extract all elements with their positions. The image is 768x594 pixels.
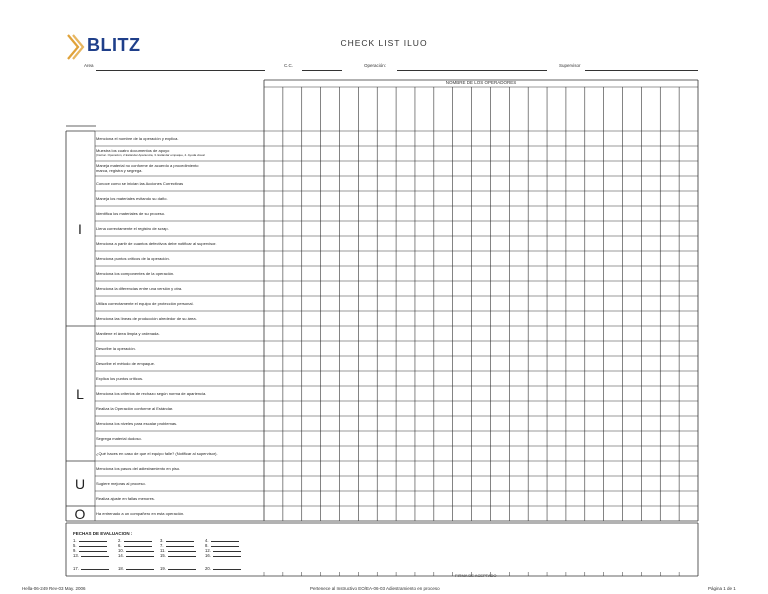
fechas-title: FECHAS DE EVALUACION : [73,531,133,536]
fecha-underline [81,556,109,557]
fecha-underline [168,551,196,552]
checklist-item-text: Menciona el nombre de la operación y explica. [96,135,179,141]
operators-header: NOMBRE DE LOS OPERADORES [445,80,517,85]
logo-text: BLITZ [87,35,141,55]
checklist-item-text: Ha entrenado a un compañero en esta operación. [96,510,185,516]
fecha-underline [126,556,154,557]
checklist-item [96,211,264,216]
checklist-item-text: Menciona los pasos del adiestramiento en piso. [96,465,181,471]
fecha-field[interactable] [205,553,241,558]
checklist-item-text: Conoce como se inician las Acciones Correctivas [96,180,184,186]
checklist-item [96,481,264,486]
checklist-item [96,241,264,246]
checklist-item-text: Menciona puntos críticos de la operación. [96,255,170,261]
fecha-underline [79,546,107,547]
fecha-number: 10. [118,548,124,553]
fecha-underline [79,541,107,542]
checklist-item-text: Menciona los criterios de rechazo según norma de apariencia. [96,390,207,396]
section-letter: I [78,220,82,237]
checklist-item-text: Realiza ajuste en fallas menores. [96,495,155,501]
checklist-item [96,406,264,411]
fecha-underline [166,546,194,547]
checklist-item-text: Describe el método de empaque. [96,360,155,366]
fecha-number: 18. [118,566,124,571]
checklist-item [96,286,264,291]
fecha-underline [213,551,241,552]
fecha-number: 2. [118,538,122,543]
fecha-underline [166,541,194,542]
fecha-underline [211,541,239,542]
fecha-number: 15. [160,553,166,558]
fecha-number: 4. [205,538,209,543]
fecha-field[interactable] [160,553,196,558]
area-label: Area [84,63,94,68]
fecha-number: 16. [205,553,211,558]
fecha-underline [79,551,107,552]
footer-left: Hella-06-249 Rev-03 May. 2006 [22,586,86,591]
footer-center: Pertenece al Instructivo EO/EA-06-03 Adiestramiento en proceso [310,586,440,591]
checklist-item-text: Mantiene el área limpia y ordenada. [96,330,160,336]
checklist-item-text: Explica los puntos críticos. [96,375,144,381]
checklist-item [96,346,264,351]
cc-label: C.C. [284,63,293,68]
fecha-underline [213,569,241,570]
checklist-item-text: Menciona los niveles para escalar problemas. [96,420,178,426]
fecha-field[interactable] [118,566,154,571]
checklist-item [96,163,264,173]
checklist-item [96,496,264,501]
fecha-number: 3. [160,538,164,543]
supervisor-label: Supervisor [559,63,581,68]
fecha-number: 9. [73,548,77,553]
checklist-item [96,256,264,261]
fecha-number: 20. [205,566,211,571]
checklist-item [96,136,264,141]
checklist-item [96,511,264,516]
section-letter: U [74,475,86,492]
page-title: CHECK LIST ILUO [340,38,428,48]
checklist-item [96,301,264,306]
footer-right: Página 1 de 1 [708,586,736,591]
fecha-number: 7. [160,543,164,548]
checklist-item-subtext: (Instruc. Operación, 2 Estándar Apariencia, 3. Estándar empaque, 4. Ayuda visual [96,153,205,157]
checklist-item [96,466,264,471]
fecha-number: 8. [205,543,209,548]
fecha-field[interactable] [118,553,154,558]
fecha-underline [126,569,154,570]
fecha-underline [124,546,152,547]
checklist-item-text: Maneja material no conforme de acuerdo a procedimiento [96,163,199,168]
checklist-item-text: Maneja los materiales evitando su daño. [96,195,168,201]
checklist-item-text: Muestra los cuatro documentos de apoyo [96,148,170,153]
fecha-field[interactable] [73,566,109,571]
section-letter: L [76,385,84,402]
fecha-number: 1. [73,538,77,543]
firma-label: FIRMA DE ACEPTADO [455,573,497,578]
fecha-number: 14. [118,553,124,558]
checklist-item-text: Menciona las líneas de producción alrededor de su área. [96,315,197,321]
checklist-item [96,196,264,201]
checklist-item [96,391,264,396]
checklist-item [96,436,264,441]
fecha-field[interactable] [205,566,241,571]
checklist-item-text: Realiza la Operación conforme al Estándar. [96,405,174,411]
checklist-item-text: Identifica los materiales de su proceso. [96,210,166,216]
checklist-item-text: Menciona a partir de cuantos defectivos debe notificar al supervisor. [96,240,217,246]
fecha-number: 17. [73,566,79,571]
fecha-number: 12. [205,548,211,553]
checklist-item-text: Utiliza correctamente el equipo de protección personal. [96,300,194,306]
checklist-item [96,148,264,158]
checklist-item-text: Menciona los componentes de la operación. [96,270,175,276]
fecha-field[interactable] [73,553,109,558]
checklist-item [96,271,264,276]
checklist-item-text: ¿Qué haces en caso de que el equipo falle? (Notificar al supervisor). [96,450,218,456]
checklist-item-text: Segrega material dudoso. [96,435,142,441]
fecha-number: 6. [118,543,122,548]
fecha-underline [213,556,241,557]
checklist-item [96,331,264,336]
checklist-item-text: Sugiere mejoras al proceso. [96,480,146,486]
checklist-item [96,226,264,231]
fecha-underline [168,569,196,570]
checklist-item-text-line2: marca, registra y segrega. [96,168,143,173]
checklist-item-text: Llena correctamente el registro de scrap. [96,225,169,231]
fecha-underline [81,569,109,570]
fecha-number: 13. [73,553,79,558]
fecha-underline [126,551,154,552]
fecha-underline [124,541,152,542]
checklist-item [96,376,264,381]
checklist-item [96,181,264,186]
checklist-item [96,361,264,366]
section-letter: O [74,505,86,522]
checklist-item [96,451,264,456]
checklist-item [96,421,264,426]
fecha-number: 19. [160,566,166,571]
checklist-item-text: Menciona la diferencias entre una versión y otra. [96,285,183,291]
fecha-number: 5. [73,543,77,548]
fecha-number: 11. [160,548,166,553]
checklist-item-text: Describe la operación. [96,345,136,351]
fecha-underline [168,556,196,557]
operacion-label: Operación: [364,63,387,68]
fecha-field[interactable] [160,566,196,571]
fecha-underline [211,546,239,547]
checklist-item [96,316,264,321]
